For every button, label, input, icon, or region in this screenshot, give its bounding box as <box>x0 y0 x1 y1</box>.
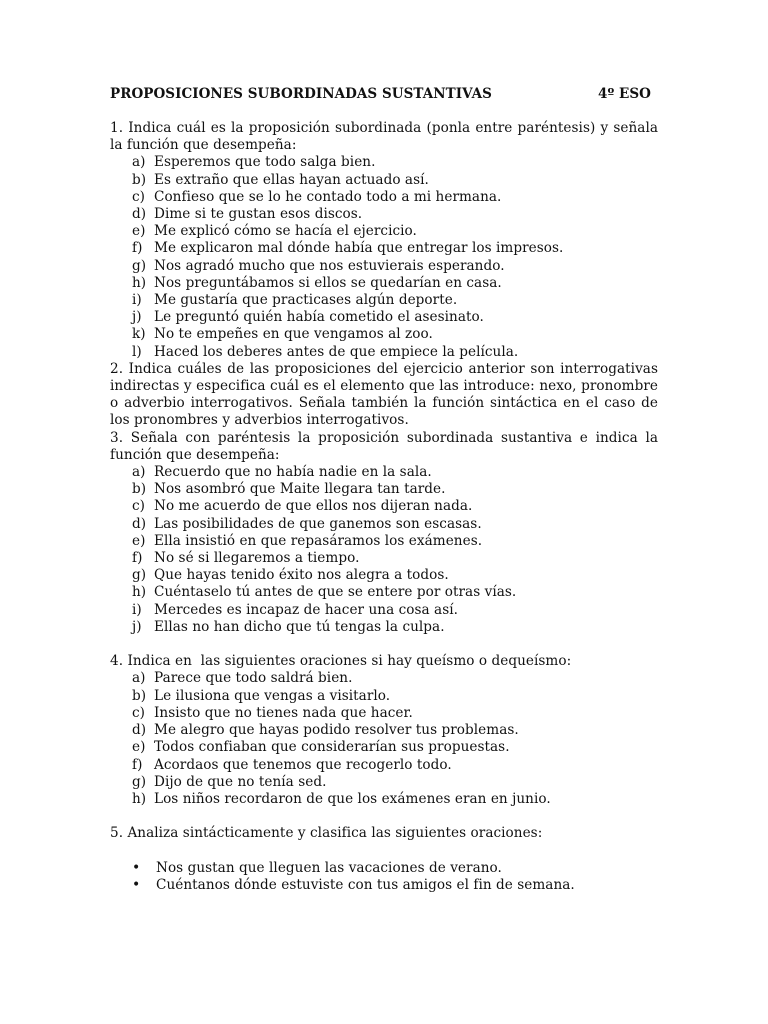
item-marker: i) <box>132 292 142 309</box>
list-item <box>110 602 658 619</box>
item-marker: j) <box>132 309 142 326</box>
list-item <box>110 722 658 739</box>
item-text: Es extraño que ellas hayan actuado así. <box>154 171 429 188</box>
list-item <box>110 791 658 808</box>
item-marker: a) <box>132 464 146 481</box>
list-item <box>110 292 658 309</box>
exercise-3-prompt: 3. Señala con paréntesis la proposición subordinada sustantiva e indica la función que desempeña: <box>110 429 658 463</box>
list-item <box>110 860 658 877</box>
list-item <box>110 309 658 326</box>
item-text: No me acuerdo de que ellos nos dijeran nada. <box>154 498 473 515</box>
item-text: Nos asombró que Maite llegara tan tarde. <box>154 481 446 498</box>
worksheet <box>110 86 658 894</box>
item-text: No te empeñes en que vengamos al zoo. <box>154 326 433 343</box>
item-text: Recuerdo que no había nadie en la sala. <box>154 464 432 481</box>
worksheet-title: PROPOSICIONES SUBORDINADAS SUSTANTIVAS <box>110 86 492 102</box>
exercise-4-prompt: 4. Indica en las siguientes oraciones si hay queísmo o dequeísmo: <box>110 653 572 670</box>
list-item <box>110 326 658 343</box>
bullet-icon: • <box>132 876 141 893</box>
list-item <box>110 567 658 584</box>
item-text: Nos agradó mucho que nos estuvierais esperando. <box>154 257 505 274</box>
list-item <box>110 516 658 533</box>
item-marker: e) <box>132 532 146 549</box>
item-marker: g) <box>132 257 147 274</box>
exercise-4-list <box>110 670 658 808</box>
list-item <box>110 498 658 515</box>
item-text: Las posibilidades de que ganemos son escasas. <box>154 515 482 532</box>
item-text: Me explicó cómo se hacía el ejercicio. <box>154 223 417 240</box>
item-marker: e) <box>132 223 146 240</box>
item-marker: a) <box>132 154 146 171</box>
item-text: Esperemos que todo salga bien. <box>154 154 376 171</box>
exercise-5 <box>110 825 658 894</box>
item-marker: j) <box>132 618 142 635</box>
item-text: Le preguntó quién había cometido el asesinato. <box>154 309 484 326</box>
item-marker: b) <box>132 171 147 188</box>
item-marker: k) <box>132 326 146 343</box>
item-text: Que hayas tenido éxito nos alegra a todos. <box>154 567 449 584</box>
item-text: Dijo de que no tenía sed. <box>154 773 327 790</box>
exercise-5-prompt: 5. Analiza sintácticamente y clasifica las siguientes oraciones: <box>110 825 543 842</box>
item-marker: i) <box>132 601 142 618</box>
list-item <box>110 240 658 257</box>
list-item <box>110 344 658 361</box>
item-marker: l) <box>132 343 142 360</box>
item-marker: d) <box>132 722 147 739</box>
worksheet-header <box>110 86 658 103</box>
list-item <box>110 705 658 722</box>
item-text: Nos gustan que lleguen las vacaciones de verano. <box>156 859 502 876</box>
item-text: Ella insistió en que repasáramos los exámenes. <box>154 532 483 549</box>
item-marker: f) <box>132 240 143 257</box>
item-text: Parece que todo saldrá bien. <box>154 670 353 687</box>
item-marker: a) <box>132 670 146 687</box>
list-item <box>110 670 658 687</box>
item-text: Confieso que se lo he contado todo a mi hermana. <box>154 188 502 205</box>
item-marker: g) <box>132 567 147 584</box>
item-marker: h) <box>132 790 147 807</box>
exercise-2 <box>110 361 658 430</box>
item-marker: h) <box>132 584 147 601</box>
item-marker: c) <box>132 704 146 721</box>
item-text: Haced los deberes antes de que empiece la película. <box>154 343 519 360</box>
exercise-1-prompt: 1. Indica cuál es la proposición subordinada (ponla entre paréntesis) y señala la función que desempeña: <box>110 120 658 154</box>
exercise-3-list <box>110 464 658 636</box>
item-text: Cuéntanos dónde estuviste con tus amigos el fin de semana. <box>156 876 575 893</box>
item-text: Me explicaron mal dónde había que entregar los impresos. <box>154 240 564 257</box>
section-spacer <box>110 843 658 860</box>
item-text: Me alegro que hayas podido resolver tus problemas. <box>154 722 519 739</box>
item-text: Cuéntaselo tú antes de que se entere por otras vías. <box>154 584 517 601</box>
grade-label: 4º ESO <box>598 86 651 102</box>
item-marker: d) <box>132 515 147 532</box>
exercise-3 <box>110 430 658 636</box>
item-text: Acordaos que tenemos que recogerlo todo. <box>154 756 452 773</box>
item-marker: f) <box>132 756 143 773</box>
list-item <box>110 189 658 206</box>
list-item <box>110 877 658 894</box>
exercise-5-list <box>110 860 658 894</box>
item-text: Nos preguntábamos si ellos se quedarían en casa. <box>154 274 502 291</box>
list-item <box>110 206 658 223</box>
item-marker: g) <box>132 773 147 790</box>
header-underline-gap <box>504 86 598 103</box>
section-spacer <box>110 808 658 825</box>
list-item <box>110 275 658 292</box>
bullet-icon: • <box>132 859 141 876</box>
exercise-2-prompt: 2. Indica cuáles de las proposiciones del ejercicio anterior son interrogativas indirectas y especifica cuál es el elemento que las introduce: nexo, pronombre o adverbio interrogativos. Señala también la función sintáctica en el caso de los pronombres y adverbios interrogativos. <box>110 360 658 429</box>
list-item <box>110 172 658 189</box>
item-text: Los niños recordaron de que los exámenes eran en junio. <box>154 790 551 807</box>
item-marker: b) <box>132 481 147 498</box>
exercise-1 <box>110 120 658 361</box>
item-text: Le ilusiona que vengas a visitarlo. <box>154 687 391 704</box>
list-item <box>110 757 658 774</box>
item-marker: d) <box>132 206 147 223</box>
list-item <box>110 739 658 756</box>
item-text: Ellas no han dicho que tú tengas la culpa. <box>154 618 445 635</box>
item-text: Todos confiaban que considerarían sus propuestas. <box>154 739 510 756</box>
list-item <box>110 550 658 567</box>
list-item <box>110 688 658 705</box>
list-item <box>110 223 658 240</box>
item-marker: c) <box>132 498 146 515</box>
list-item <box>110 258 658 275</box>
list-item <box>110 774 658 791</box>
section-spacer <box>110 636 658 653</box>
list-item <box>110 619 658 636</box>
item-marker: h) <box>132 274 147 291</box>
item-text: Dime si te gustan esos discos. <box>154 206 363 223</box>
item-text: Insisto que no tienes nada que hacer. <box>154 704 413 721</box>
list-item <box>110 533 658 550</box>
item-marker: b) <box>132 687 147 704</box>
item-marker: f) <box>132 550 143 567</box>
exercise-1-list <box>110 154 658 360</box>
item-text: Me gustaría que practicases algún deporte. <box>154 292 458 309</box>
item-text: Mercedes es incapaz de hacer una cosa así. <box>154 601 459 618</box>
list-item <box>110 154 658 171</box>
exercise-4 <box>110 653 658 808</box>
item-marker: c) <box>132 188 146 205</box>
list-item <box>110 584 658 601</box>
item-text: No sé si llegaremos a tiempo. <box>154 550 360 567</box>
list-item <box>110 481 658 498</box>
item-marker: e) <box>132 739 146 756</box>
list-item <box>110 464 658 481</box>
